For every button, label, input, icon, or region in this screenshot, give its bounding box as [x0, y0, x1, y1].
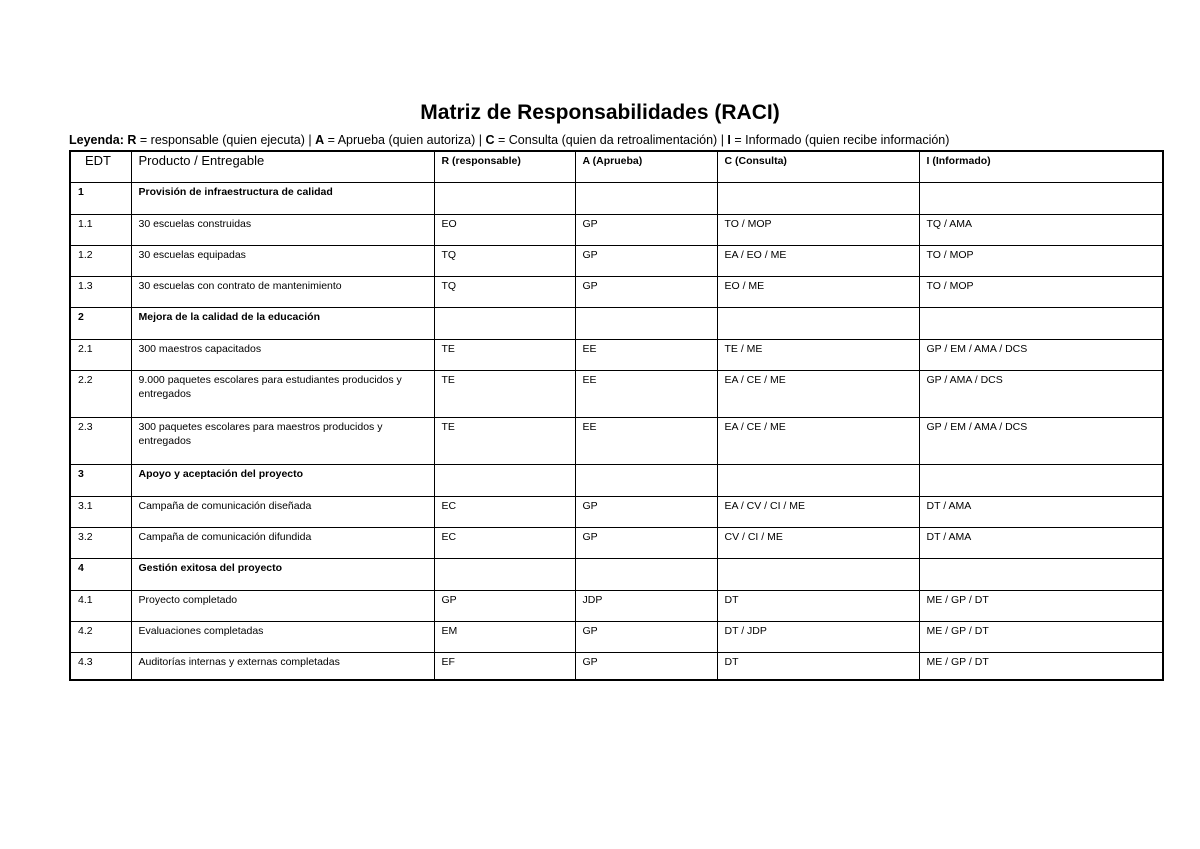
cell-edt: 1.1	[70, 215, 131, 246]
cell-responsable	[434, 183, 575, 215]
cell-responsable: TQ	[434, 246, 575, 277]
cell-aprueba: GP	[575, 497, 717, 528]
cell-consulta: EA / CE / ME	[717, 371, 919, 418]
cell-aprueba: GP	[575, 215, 717, 246]
header-informado: I (Informado)	[919, 151, 1163, 183]
table-row	[70, 418, 1163, 465]
cell-producto: 300 paquetes escolares para maestros producidos y entregados	[131, 418, 434, 465]
table-row	[70, 246, 1163, 277]
cell-informado: ME / GP / DT	[919, 622, 1163, 653]
cell-producto: 30 escuelas construidas	[131, 215, 434, 246]
table-row	[70, 371, 1163, 418]
cell-informado: DT / AMA	[919, 497, 1163, 528]
cell-informado	[919, 559, 1163, 591]
cell-edt: 1.2	[70, 246, 131, 277]
table-body	[70, 183, 1163, 681]
cell-informado: DT / AMA	[919, 528, 1163, 559]
cell-aprueba: JDP	[575, 591, 717, 622]
cell-edt: 3.2	[70, 528, 131, 559]
legend-c-key: C	[485, 133, 495, 147]
cell-producto: 300 maestros capacitados	[131, 340, 434, 371]
table-header-row	[70, 151, 1163, 183]
cell-aprueba	[575, 559, 717, 591]
cell-aprueba: GP	[575, 277, 717, 308]
cell-consulta	[717, 559, 919, 591]
cell-informado: TO / MOP	[919, 246, 1163, 277]
cell-consulta: DT / JDP	[717, 622, 919, 653]
cell-consulta: DT	[717, 653, 919, 681]
cell-consulta: CV / CI / ME	[717, 528, 919, 559]
header-consulta: C (Consulta)	[717, 151, 919, 183]
legend	[69, 133, 949, 147]
cell-edt: 2.2	[70, 371, 131, 418]
legend-c-text: = Consulta (quien da retroalimentación) |	[494, 133, 728, 147]
cell-responsable: EC	[434, 528, 575, 559]
cell-responsable: EF	[434, 653, 575, 681]
cell-edt: 3.1	[70, 497, 131, 528]
table-group-row	[70, 465, 1163, 497]
cell-producto: Campaña de comunicación difundida	[131, 528, 434, 559]
cell-responsable: TQ	[434, 277, 575, 308]
cell-aprueba	[575, 183, 717, 215]
cell-producto: 30 escuelas con contrato de mantenimiento	[131, 277, 434, 308]
cell-informado: GP / EM / AMA / DCS	[919, 418, 1163, 465]
table-group-row	[70, 183, 1163, 215]
cell-consulta: EA / EO / ME	[717, 246, 919, 277]
cell-aprueba: GP	[575, 653, 717, 681]
cell-consulta: EA / CV / CI / ME	[717, 497, 919, 528]
page-title: Matriz de Responsabilidades (RACI)	[420, 101, 780, 124]
cell-informado: TQ / AMA	[919, 215, 1163, 246]
cell-informado: GP / EM / AMA / DCS	[919, 340, 1163, 371]
cell-informado	[919, 183, 1163, 215]
cell-consulta: EA / CE / ME	[717, 418, 919, 465]
header-producto: Producto / Entregable	[131, 151, 434, 183]
cell-informado: TO / MOP	[919, 277, 1163, 308]
cell-edt: 4.3	[70, 653, 131, 681]
cell-informado: ME / GP / DT	[919, 653, 1163, 681]
header-aprueba: A (Aprueba)	[575, 151, 717, 183]
cell-producto: Campaña de comunicación diseñada	[131, 497, 434, 528]
table-group-row	[70, 308, 1163, 340]
cell-consulta: TE / ME	[717, 340, 919, 371]
cell-aprueba	[575, 308, 717, 340]
cell-consulta: EO / ME	[717, 277, 919, 308]
cell-aprueba: EE	[575, 371, 717, 418]
table-row	[70, 277, 1163, 308]
cell-producto: Auditorías internas y externas completadas	[131, 653, 434, 681]
legend-r-key: R	[127, 133, 137, 147]
cell-responsable	[434, 308, 575, 340]
cell-producto: Evaluaciones completadas	[131, 622, 434, 653]
cell-responsable: EM	[434, 622, 575, 653]
cell-informado: ME / GP / DT	[919, 591, 1163, 622]
cell-consulta: DT	[717, 591, 919, 622]
cell-responsable: TE	[434, 340, 575, 371]
cell-responsable	[434, 465, 575, 497]
cell-aprueba: GP	[575, 528, 717, 559]
cell-informado: GP / AMA / DCS	[919, 371, 1163, 418]
cell-producto: Proyecto completado	[131, 591, 434, 622]
cell-consulta	[717, 183, 919, 215]
cell-responsable: GP	[434, 591, 575, 622]
table-row	[70, 215, 1163, 246]
cell-producto: 30 escuelas equipadas	[131, 246, 434, 277]
cell-aprueba: EE	[575, 418, 717, 465]
cell-edt: 3	[70, 465, 131, 497]
legend-a-key: A	[315, 133, 325, 147]
cell-aprueba	[575, 465, 717, 497]
table-group-row	[70, 559, 1163, 591]
table-row	[70, 497, 1163, 528]
cell-responsable: TE	[434, 418, 575, 465]
cell-edt: 1	[70, 183, 131, 215]
cell-producto: Apoyo y aceptación del proyecto	[131, 465, 434, 497]
cell-edt: 2	[70, 308, 131, 340]
legend-label: Leyenda:	[69, 133, 124, 147]
legend-i-key: I	[727, 133, 731, 147]
cell-producto: Gestión exitosa del proyecto	[131, 559, 434, 591]
cell-edt: 4.1	[70, 591, 131, 622]
cell-consulta	[717, 308, 919, 340]
cell-edt: 2.3	[70, 418, 131, 465]
table-row	[70, 653, 1163, 681]
cell-aprueba: GP	[575, 622, 717, 653]
cell-edt: 4	[70, 559, 131, 591]
header-responsable: R (responsable)	[434, 151, 575, 183]
cell-consulta	[717, 465, 919, 497]
header-edt: EDT	[70, 151, 131, 183]
cell-informado	[919, 465, 1163, 497]
cell-responsable: EC	[434, 497, 575, 528]
cell-responsable: EO	[434, 215, 575, 246]
cell-edt: 1.3	[70, 277, 131, 308]
cell-aprueba: EE	[575, 340, 717, 371]
table-row	[70, 528, 1163, 559]
cell-informado	[919, 308, 1163, 340]
cell-aprueba: GP	[575, 246, 717, 277]
cell-edt: 4.2	[70, 622, 131, 653]
legend-a-text: = Aprueba (quien autoriza) |	[324, 133, 486, 147]
table-row	[70, 622, 1163, 653]
cell-producto: 9.000 paquetes escolares para estudiantes producidos y entregados	[131, 371, 434, 418]
cell-edt: 2.1	[70, 340, 131, 371]
cell-responsable: TE	[434, 371, 575, 418]
cell-consulta: TO / MOP	[717, 215, 919, 246]
cell-responsable	[434, 559, 575, 591]
legend-r-text: = responsable (quien ejecuta) |	[136, 133, 316, 147]
raci-table	[69, 150, 1164, 681]
cell-producto: Provisión de infraestructura de calidad	[131, 183, 434, 215]
table-row	[70, 591, 1163, 622]
legend-i-text: = Informado (quien recibe información)	[730, 133, 950, 147]
cell-producto: Mejora de la calidad de la educación	[131, 308, 434, 340]
table-row	[70, 340, 1163, 371]
